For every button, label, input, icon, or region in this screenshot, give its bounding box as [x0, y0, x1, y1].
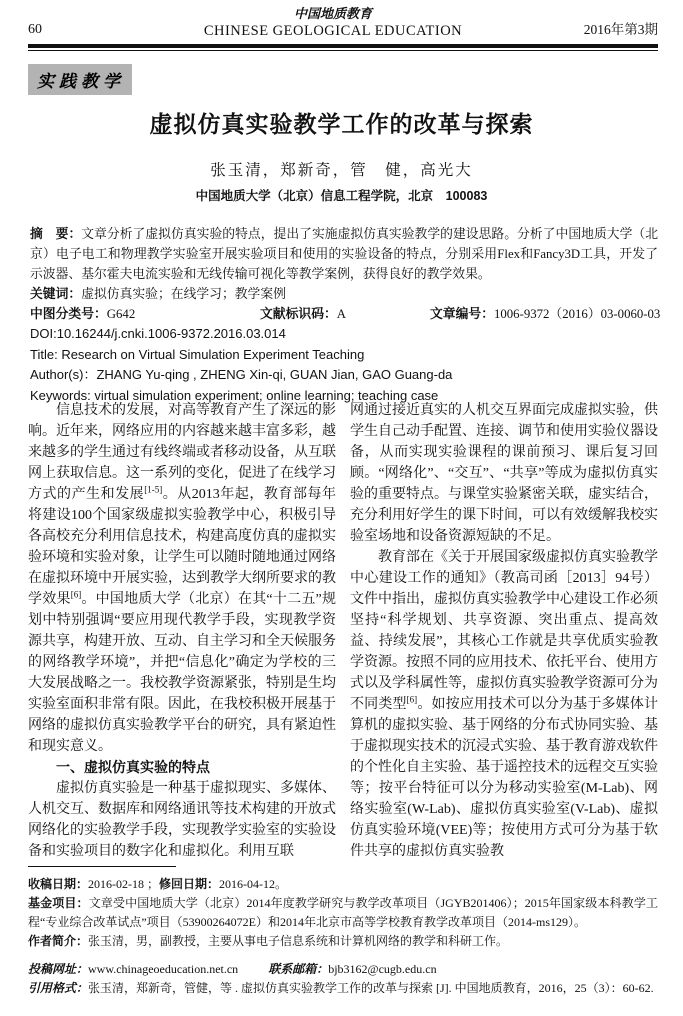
article-meta: [30, 224, 661, 406]
keywords-en-line: Keywords: virtual simulation experiment; online learning; teaching case: [30, 387, 439, 403]
paragraph-moe-notice: 教育部在《关于开展国家级虚拟仿真实验教学中心建设工作的通知》（教高司函［2013］94号）文件中指出，虚拟仿真实验教学中心建设工作必须坚持“科学规划、共享资源、突出重点、提高效益、持续发展”，其核心工作就是共享优质实验教学资源。按照不同的应用技术、依托平台、使用方式以及学科属性等，虚拟仿真实验教学资源可分为不同类型[6]。如按应用技术可以分为基于多媒体计算机的虚拟实验、基于网络的分布式协同实验、基于虚拟现实技术的沉浸式实验、基于教育游戏软件的个性化自主实验、基于遥控技术的远程交互实验等；按平台特征可以分为移动实验室(M-Lab)、网络实验室(W-Lab)、虚拟仿真实验室(V-Lab)、虚拟仿真实验环境(VEE)等；按使用方式可分为基于软件共享的虚拟仿真实验教: [350, 550, 658, 859]
abstract-text: 文章分析了虚拟仿真实验的特点，提出了实施虚拟仿真实验教学的建设思路。分析了中国地质大学（北京）电子电工和物理教学实验室开展实验项目和使用的实验设备的特点，分别采用Flex和Fancy3D工具，开发了示波器、基尔霍夫电流实验和无线传输可视化等教学案例，获得良好的教学效果。: [30, 227, 659, 281]
right-column: [350, 400, 658, 864]
citation-ref-6: [6]: [70, 589, 82, 600]
issue-label: 2016年第3期: [583, 22, 658, 38]
abstract-label: 摘 要：: [30, 226, 82, 241]
section-heading-1: 一、虚拟仿真实验的特点: [56, 759, 210, 775]
article-body: [28, 400, 658, 864]
clc-number: 中图分类号：G642: [30, 306, 136, 321]
doi-line: DOI:10.16244/j.cnki.1006-9372.2016.03.014: [30, 326, 286, 341]
title-en-line: Title: Research on Virtual Simulation Experiment Teaching: [30, 346, 365, 362]
footnote-rule: [28, 866, 176, 867]
footnotes: [28, 866, 658, 998]
citation-line: 引用格式：张玉清，郑新奇，管健，等 . 虚拟仿真实验教学工作的改革与探索 [J]. 中国地质教育，2016，25（3）：60-62.: [28, 981, 654, 995]
keywords-text: 虚拟仿真实验；在线学习；教学案例: [81, 287, 286, 301]
article-id: 文章编号：1006-9372（2016）03-0060-03: [430, 306, 661, 321]
article-authors: 张玉清，郑新奇，管 健，高光大: [210, 162, 473, 179]
fund-line: 基金项目：文章受中国地质大学（北京）2014年度教学研究与教学改革项目（JGYB201406）；2015年国家级本科教学工程“专业综合改革试点”项目（53900264072E）和2014年北京市高等学校教育教学改革项目（2014-ms129）。: [28, 896, 658, 929]
authors-en-line: Author(s)：ZHANG Yu-qing , ZHENG Xin-qi, GUAN Jian, GAO Guang-da: [30, 367, 453, 382]
abstract: [30, 224, 658, 284]
page-header: [28, 6, 658, 40]
classification-row: [30, 304, 661, 324]
page-number: 60: [28, 22, 42, 38]
citation-ref-1-5: [1-5]: [144, 484, 163, 495]
contact-email: bjb3162@cugb.edu.cn: [328, 962, 437, 976]
paragraph-features: 虚拟仿真实验是一种基于虚拟现实、多媒体、人机交互、数据库和网络通讯等技术构建的开放式网络化的实验教学手段，实现教学实验室的实验设备和实验项目的数字化和虚拟化。利用互联: [28, 781, 336, 859]
paragraph-intro: 信息技术的发展，对高等教育产生了深远的影响。近年来，网络应用的内容越来越丰富多彩，越来越多的学生通过有线终端或者移动设备，从互联网上获取信息。这一系列的变化，促进了在线学习方式的产生和发展[1-5]。从2013年起，教育部每年将建设100个国家级虚拟实验教学中心，积极引导各高校充分利用信息技术，构建高度仿真的虚拟实验环境和实验对象，让学生可以随时随地通过网络在虚拟环境中开展实验，达到教学大纲所要求的教学效果[6]。中国地质大学（北京）在其“十二五”规划中特别强调“要应用现代教学手段，实现教学资源共享，构建开放、互动、自主学习和全天候服务的网络教学环境”，并把“信息化”确定为学校的三大发展战略之一。我校教学资源紧张，特别是生均实验室面积非常有限。因此，在我校积极开展基于网络的虚拟仿真实验教学平台的研究，具有紧迫性和现实意义。: [28, 403, 337, 754]
author-bio-line: 作者简介：张玉清，男，副教授，主要从事电子信息系统和计算机网络的教学和科研工作。: [28, 934, 509, 948]
journal-masthead: [118, 6, 548, 40]
keywords-label: 关键词：: [30, 286, 82, 301]
journal-name-cn: 中国地质教育: [293, 6, 372, 21]
left-column: [28, 400, 336, 864]
journal-name-en: CHINESE GEOLOGICAL EDUCATION: [203, 23, 463, 40]
keywords: [30, 284, 658, 304]
submission-url: www.chinageoeducation.net.cn: [88, 962, 239, 976]
citation-ref-6b: [6]: [406, 694, 418, 705]
doc-code: 文献标识码：A: [260, 306, 347, 321]
section-badge: 实践教学: [28, 64, 132, 95]
submission-line: 投稿网址：www.chinageoeducation.net.cn 联系邮箱：bjb3162@cugb.edu.cn: [28, 962, 437, 976]
article-affiliation: 中国地质大学（北京）信息工程学院，北京 100083: [195, 189, 488, 203]
article-title: 虚拟仿真实验教学工作的改革与探索: [149, 111, 534, 137]
header-rule: [28, 44, 658, 51]
dates-line: 收稿日期：2016-02-18 ；修回日期：2016-04-12。: [28, 877, 288, 891]
paragraph-features-cont: 网通过接近真实的人机交互界面完成虚拟实验，供学生自己动手配置、连接、调节和使用实验仪器设备，从而实现实验课程的课前预习、课后复习回顾。“网络化”、“交互”、“共享”等成为虚拟仿真实验的重要特点。与课堂实验紧密关联，虚实结合，充分利用好学生的课下时间，可以有效缓解我校实验室场地和设备资源短缺的不足。: [350, 403, 658, 544]
